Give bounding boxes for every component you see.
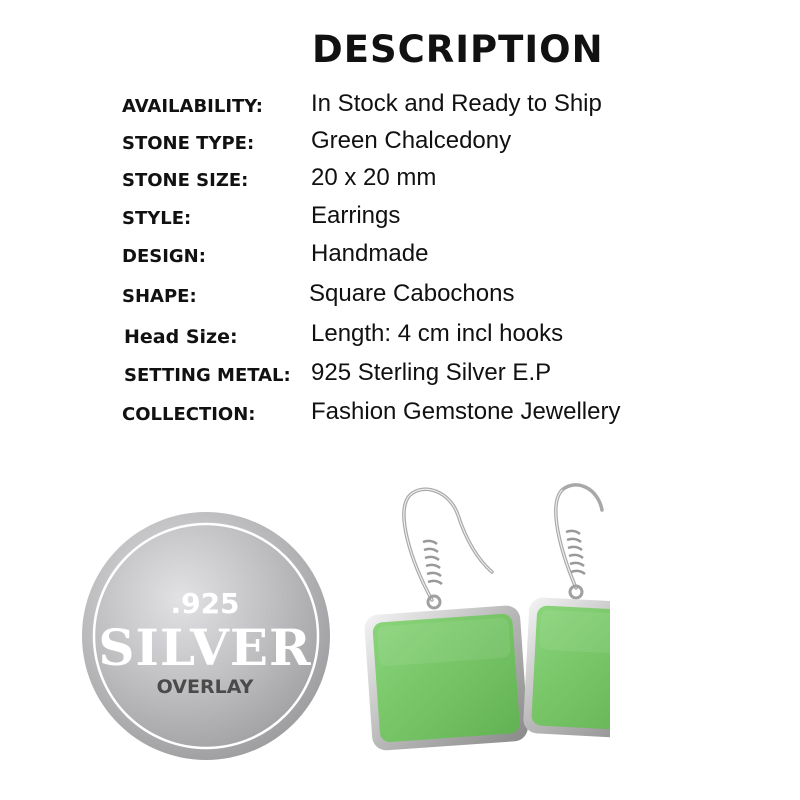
spec-row-collection — [0, 396, 800, 430]
spec-value: Green Chalcedony — [311, 127, 512, 154]
spec-value: Earrings — [311, 202, 401, 229]
spec-value: Handmade — [311, 240, 429, 267]
spec-value: Length: 4 cm incl hooks — [311, 320, 564, 347]
spec-label: COLLECTION: — [122, 404, 256, 425]
spec-row-stone-type — [0, 125, 800, 159]
spec-row-setting-metal — [0, 357, 800, 391]
badge-type: OVERLAY — [156, 676, 254, 698]
green-chalcedony-earrings-image — [350, 470, 610, 780]
spec-row-availability — [0, 88, 800, 122]
spec-label: SETTING METAL: — [124, 365, 291, 386]
spec-value: 925 Sterling Silver E.P — [311, 359, 552, 386]
spec-row-design — [0, 238, 800, 272]
spec-row-stone-size — [0, 162, 800, 196]
spec-row-style — [0, 200, 800, 234]
spec-row-shape — [0, 278, 800, 312]
spec-label: STONE SIZE: — [122, 170, 249, 191]
badge-metal: SILVER — [98, 618, 312, 677]
spec-value: In Stock and Ready to Ship — [311, 90, 602, 117]
spec-value: 20 x 20 mm — [311, 164, 437, 191]
spec-value: Square Cabochons — [309, 280, 515, 307]
spec-label: Head Size: — [124, 326, 238, 348]
spec-label: STONE TYPE: — [122, 133, 255, 154]
spec-value: Fashion Gemstone Jewellery — [311, 398, 621, 425]
badge-purity: .925 — [170, 587, 240, 620]
spec-label: AVAILABILITY: — [122, 96, 263, 117]
spec-row-head-size — [0, 318, 800, 352]
spec-label: SHAPE: — [122, 286, 197, 307]
spec-label: STYLE: — [122, 208, 192, 229]
spec-label: DESIGN: — [122, 246, 206, 267]
description-title: DESCRIPTION — [312, 28, 604, 71]
